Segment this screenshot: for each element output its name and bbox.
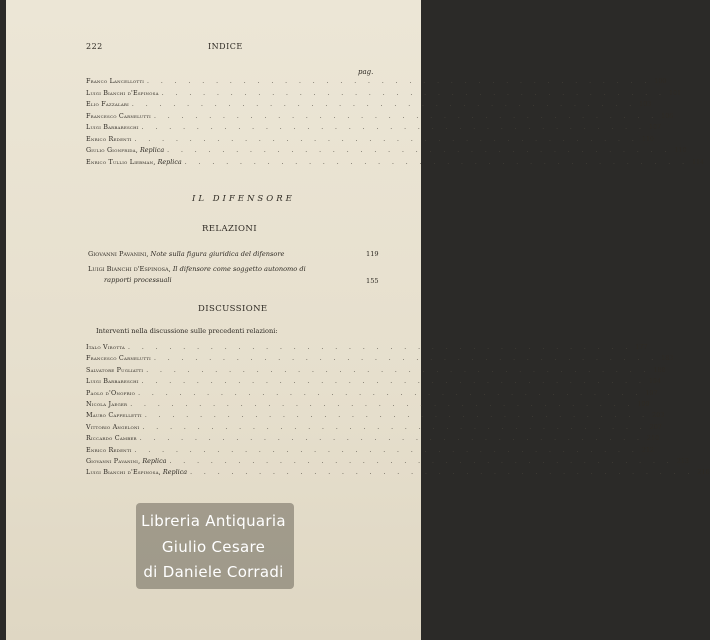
index-entry [86,354,674,365]
leader-dots: . . . . . . . . . . . . . . . . . . . . . . . . . . . . . . . . . . . . . [153,112,659,120]
discussione-title: DISCUSSIONE [198,304,268,314]
running-title: INDICE [208,42,243,51]
entry-page: 210 [646,434,660,443]
entry-replica: Replica [142,457,167,465]
leader-dots: . . . . . . . . . . . . . . . . . . . . . . . . . . . . . . . . . . . . . [153,355,659,363]
watermark-line-1: Libreria Antiquaria [141,512,286,530]
entry-page: 100 [654,77,667,85]
index-entry [86,123,662,134]
leader-dots: . . . . . . . . . . . . . . . . . . . . . . . . . . . . . . . . . . . . . [142,423,647,431]
leader-dots: . . . . . . . . . . . . . . . . . . . . . . . . . . . . . . . . . . . . . [128,344,633,351]
entry-author: Francesco Carnelutti [86,354,151,363]
index-entry [86,445,654,457]
entry-author: Luigi Bianchi d'Espinosa, [86,468,161,477]
entry-page: 110 [641,134,654,143]
leader-dots: . . . . . . . . . . . . . . . . . . . . . . . . . . . . . . . . . . . . . [190,469,695,477]
entry-replica: Replica [157,157,182,166]
leader-dots: . . . . . . . . . . . . . . . . . . . . . . . . . . . . . . . . . . . . . [167,147,672,154]
index-entry [86,343,648,354]
entry-page: 103 [639,100,652,108]
entry-author: Giovanni Pavanini, [86,457,141,465]
leader-dots: . . . . . . . . . . . . . . . . . . . . . . . . . . . . . . . . . . . . . [134,446,639,454]
relazione-1-page: 119 [366,250,379,258]
entry-page: 183 [661,354,674,363]
leader-dots: . . . . . . . . . . . . . . . . . . . . . . . . . . . . . . . . . . . . . [141,378,646,386]
index-entry [86,100,652,111]
watermark-line-2: Giulio Cesare [161,538,266,556]
relazione-2-author: Luigi Bianchi d'Espinosa, [88,265,171,273]
index-entry [86,411,665,422]
relazione-2-title-line2: rapporti processuali [104,276,172,284]
entry-page: 199 [637,400,650,408]
relazione-item-1 [88,250,378,258]
leader-dots: . . . . . . . . . . . . . . . . . . . . . . . . . . . . . . . . . . . . . [131,101,637,108]
entry-page: 107 [648,123,662,131]
entry-page: 216 [697,468,710,477]
leader-dots: . . . . . . . . . . . . . . . . . . . . . . . . . . . . . . . . . . . . . [169,458,674,465]
entry-page: 212 [641,445,654,454]
leader-dots: . . . . . . . . . . . . . . . . . . . . . . . . . . . . . . . . . . . . . [130,401,635,408]
entry-author: Mauro Cappelletti [86,411,142,420]
relazione-item-2 [88,265,306,273]
entry-author: Enrico Redenti [86,134,132,143]
entry-page: 106 [661,111,674,120]
index-entry [86,468,710,479]
entry-page: 194 [648,377,662,386]
entry-author: Vittorio Angeloni [86,422,140,431]
leader-dots: . . . . . . . . . . . . . . . . . . . . . . . . . . . . . . . . . . . . . [144,412,650,420]
entry-author: Salvatore Pugliatti [86,365,144,374]
entry-author: Paolo d'Onofrio [86,388,136,397]
relazione-1-title: Note sulla figura giuridica del difensore [150,250,285,258]
index-entry [86,88,682,100]
relazioni-title: RELAZIONI [202,224,258,234]
leader-dots: . . . . . . . . . . . . . . . . . . . . . . . . . . . . . . . . . . . . . [141,124,646,131]
leader-dots: . . . . . . . . . . . . . . . . . . . . . . . . . . . . . . . . . . . . . [146,366,651,374]
index-entry [86,400,650,411]
entry-page: 114 [691,157,705,166]
entry-page: 197 [645,388,658,397]
entry-page: 203 [652,411,665,420]
entry-page: 207 [649,422,662,431]
pag-label: pag. [358,68,374,76]
index-entry [86,422,662,434]
entry-page: 213 [676,457,689,465]
leader-dots: . . . . . . . . . . . . . . . . . . . . . . . . . . . . . . . . . . . . . [161,89,666,97]
entry-page: 101 [668,88,682,97]
leader-dots: . . . . . . . . . . . . . . . . . . . . . . . . . . . . . . . . . . . . . [184,158,689,166]
entry-replica: Replica [139,146,165,154]
entry-author: Enrico Redenti [86,445,132,454]
index-entry [86,457,689,468]
entry-author: Francesco Carnelutti [86,111,151,120]
entry-page: 188 [653,365,666,374]
section-title: IL DIFENSORE [192,194,295,204]
relazione-1-author: Giovanni Pavanini, [88,250,149,258]
entry-author: Luigi Bianchi d'Espinosa [86,88,159,97]
entry-replica: Replica [162,468,188,477]
leader-dots: . . . . . . . . . . . . . . . . . . . . . . . . . . . . . . . . . . . . . [147,78,652,85]
entry-author: Riccardo Camber [86,434,137,443]
entry-page: 110 [674,146,687,154]
index-entry [86,146,687,157]
index-entry [86,134,654,146]
relazione-2-page: 155 [366,277,379,285]
leader-dots: . . . . . . . . . . . . . . . . . . . . . . . . . . . . . . . . . . . . . [139,435,644,443]
entry-author: Luigi Barbareschi [86,377,139,386]
relazione-2-title-line1: Il difensore come soggetto autonomo di [172,265,306,273]
leader-dots: . . . . . . . . . . . . . . . . . . . . . . . . . . . . . . . . . . . . . [134,135,639,143]
leader-dots: . . . . . . . . . . . . . . . . . . . . . . . . . . . . . . . . . . . . . [138,389,643,397]
entry-page: 177 [635,343,648,351]
entry-author: Giulio Gionfrida, [86,146,138,154]
index-entry [86,111,674,123]
entry-author: Franco Lancellotti [86,77,145,85]
entry-author: Nicola Jaeger [86,400,128,408]
entry-author: Italo Virotta [86,343,125,351]
index-entry [86,157,705,169]
page-number: 222 [86,42,103,51]
interventi-text: Interventi nella discussione sulle precedenti relazioni: [96,327,278,335]
watermark-line-3: di Daniele Corradi [143,563,284,581]
entry-author: Enrico Tullio Liebman, [86,157,156,166]
index-entry [86,77,667,88]
index-entry [86,377,662,388]
entry-author: Luigi Barbareschi [86,123,139,131]
index-entry [86,388,658,400]
entry-author: Elio Fazzalari [86,100,129,108]
index-entry [86,365,666,377]
index-entry [86,434,660,445]
